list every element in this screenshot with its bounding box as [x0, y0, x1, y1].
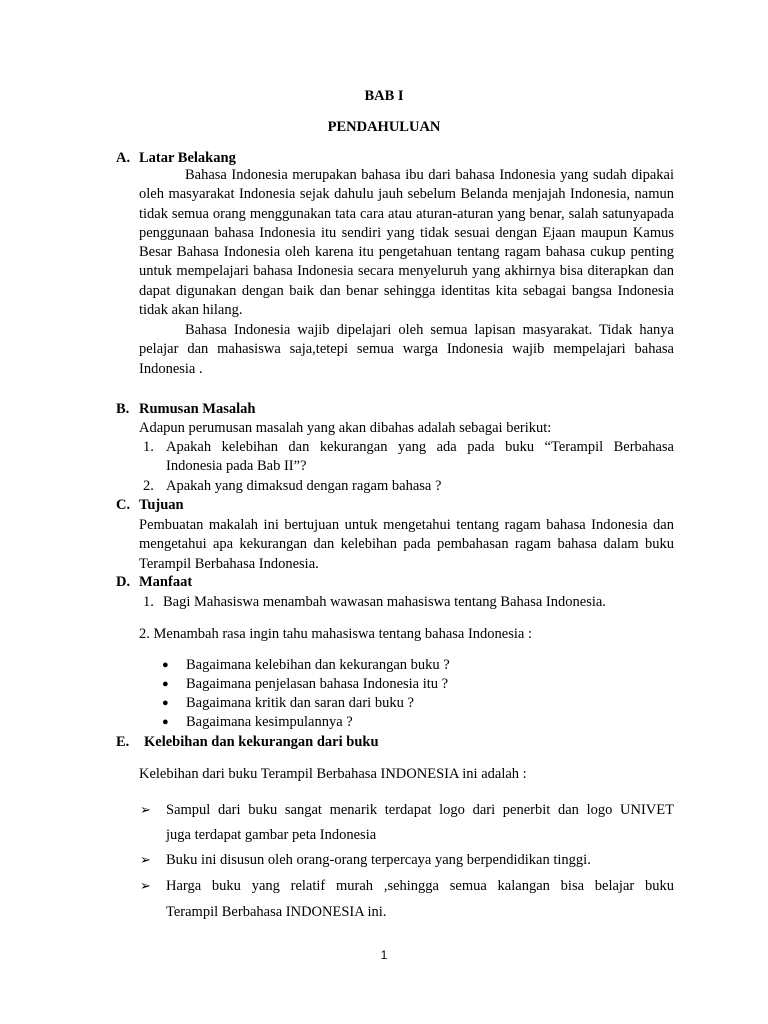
- problem-2-text: Apakah yang dimaksud dengan ragam bahasa ?: [166, 478, 442, 494]
- bullet-icon: ●: [162, 678, 169, 690]
- section-b-intro: Adapun perumusan masalah yang akan dibahas adalah sebagai berikut:: [139, 420, 552, 436]
- page-number: 1: [380, 948, 388, 962]
- problem-2-number: 2.: [143, 478, 154, 494]
- problem-1-line-1: Apakah kelebihan dan kekurangan yang ada pada buku “Terampil Berbahasa: [166, 439, 674, 455]
- section-b-marker: B.: [116, 401, 130, 417]
- question-item: Bagaimana kritik dan saran dari buku ?: [186, 695, 414, 711]
- arrow-bullet-icon: ➢: [140, 879, 151, 894]
- section-d-marker: D.: [116, 574, 131, 590]
- section-c-text: Pembuatan makalah ini bertujuan untuk mengetahui tentang ragam bahasa Indonesia dan mengetahui apa kekurangan dan kelebihan pada pembahasan ragam bahasa dalam buku Terampil Berbahasa Indonesia.: [139, 517, 674, 572]
- section-c-heading: Tujuan: [139, 497, 184, 513]
- question-item: Bagaimana kesimpulannya ?: [186, 714, 353, 730]
- section-e-heading: Kelebihan dan kekurangan dari buku: [144, 734, 379, 750]
- question-item: Bagaimana kelebihan dan kekurangan buku ?: [186, 657, 450, 673]
- section-a-paragraph-1: Bahasa Indonesia merupakan bahasa ibu dari bahasa Indonesia yang sudah dipakai oleh masyarakat Indonesia sejak dahulu jauh sebelum Belanda menjajah Indonesia, namun tidak semua orang menggunakan tata cara atau aturan-aturan yang benar, salah satunyapada penggunaan bahasa Indonesia itu sendiri yang tidak sesuai dengan Ejaan maupun Kamus Besar Bahasa Indonesia oleh karena itu pengetahuan tentang ragam bahasa cukup penting untuk mempelajari bahasa Indonesia secara menyeluruh yang akhirnya bisa diterapkan dan dapat digunakan dengan baik dan benar sehingga identitas kita sebagai bangsa Indonesia tidak akan hilang.: [139, 167, 674, 319]
- bullet-icon: ●: [162, 697, 169, 709]
- chapter-number: BAB I: [364, 88, 404, 104]
- section-a-paragraph-2: Bahasa Indonesia wajib dipelajari oleh semua lapisan masyarakat. Tidak hanya pelajar dan mahasiswa saja,tetepi semua warga Indonesia wajib mempelajari bahasa Indonesia .: [139, 322, 674, 377]
- section-b-heading: Rumusan Masalah: [139, 401, 256, 417]
- chapter-title: PENDAHULUAN: [327, 119, 441, 135]
- section-c-marker: C.: [116, 497, 131, 513]
- problem-1-line-2: Indonesia pada Bab II”?: [166, 458, 307, 474]
- advantage-3-line-1: Harga buku yang relatif murah ,sehingga semua kalangan bisa belajar buku: [166, 878, 674, 894]
- benefit-2-text: 2. Menambah rasa ingin tahu mahasiswa tentang bahasa Indonesia :: [139, 626, 532, 642]
- section-e-marker: E.: [116, 734, 130, 750]
- benefit-1-text: Bagi Mahasiswa menambah wawasan mahasiswa tentang Bahasa Indonesia.: [163, 594, 606, 610]
- problem-1-number: 1.: [143, 439, 154, 455]
- section-e-intro: Kelebihan dari buku Terampil Berbahasa INDONESIA ini adalah :: [139, 766, 527, 782]
- benefit-1-number: 1.: [143, 594, 154, 610]
- section-a-heading: Latar Belakang: [139, 150, 236, 166]
- question-item: Bagaimana penjelasan bahasa Indonesia itu ?: [186, 676, 449, 692]
- bullet-icon: ●: [162, 659, 169, 671]
- advantage-2-text: Buku ini disusun oleh orang-orang terpercaya yang berpendidikan tinggi.: [166, 852, 591, 868]
- bullet-icon: ●: [162, 716, 169, 728]
- advantage-1-line-2: juga terdapat gambar peta Indonesia: [166, 827, 377, 843]
- advantage-3-line-2: Terampil Berbahasa INDONESIA ini.: [166, 904, 387, 920]
- arrow-bullet-icon: ➢: [140, 853, 151, 868]
- section-d-heading: Manfaat: [139, 574, 193, 590]
- advantage-1-line-1: Sampul dari buku sangat menarik terdapat logo dari penerbit dan logo UNIVET: [166, 802, 674, 818]
- section-a-marker: A.: [116, 150, 131, 166]
- arrow-bullet-icon: ➢: [140, 803, 151, 818]
